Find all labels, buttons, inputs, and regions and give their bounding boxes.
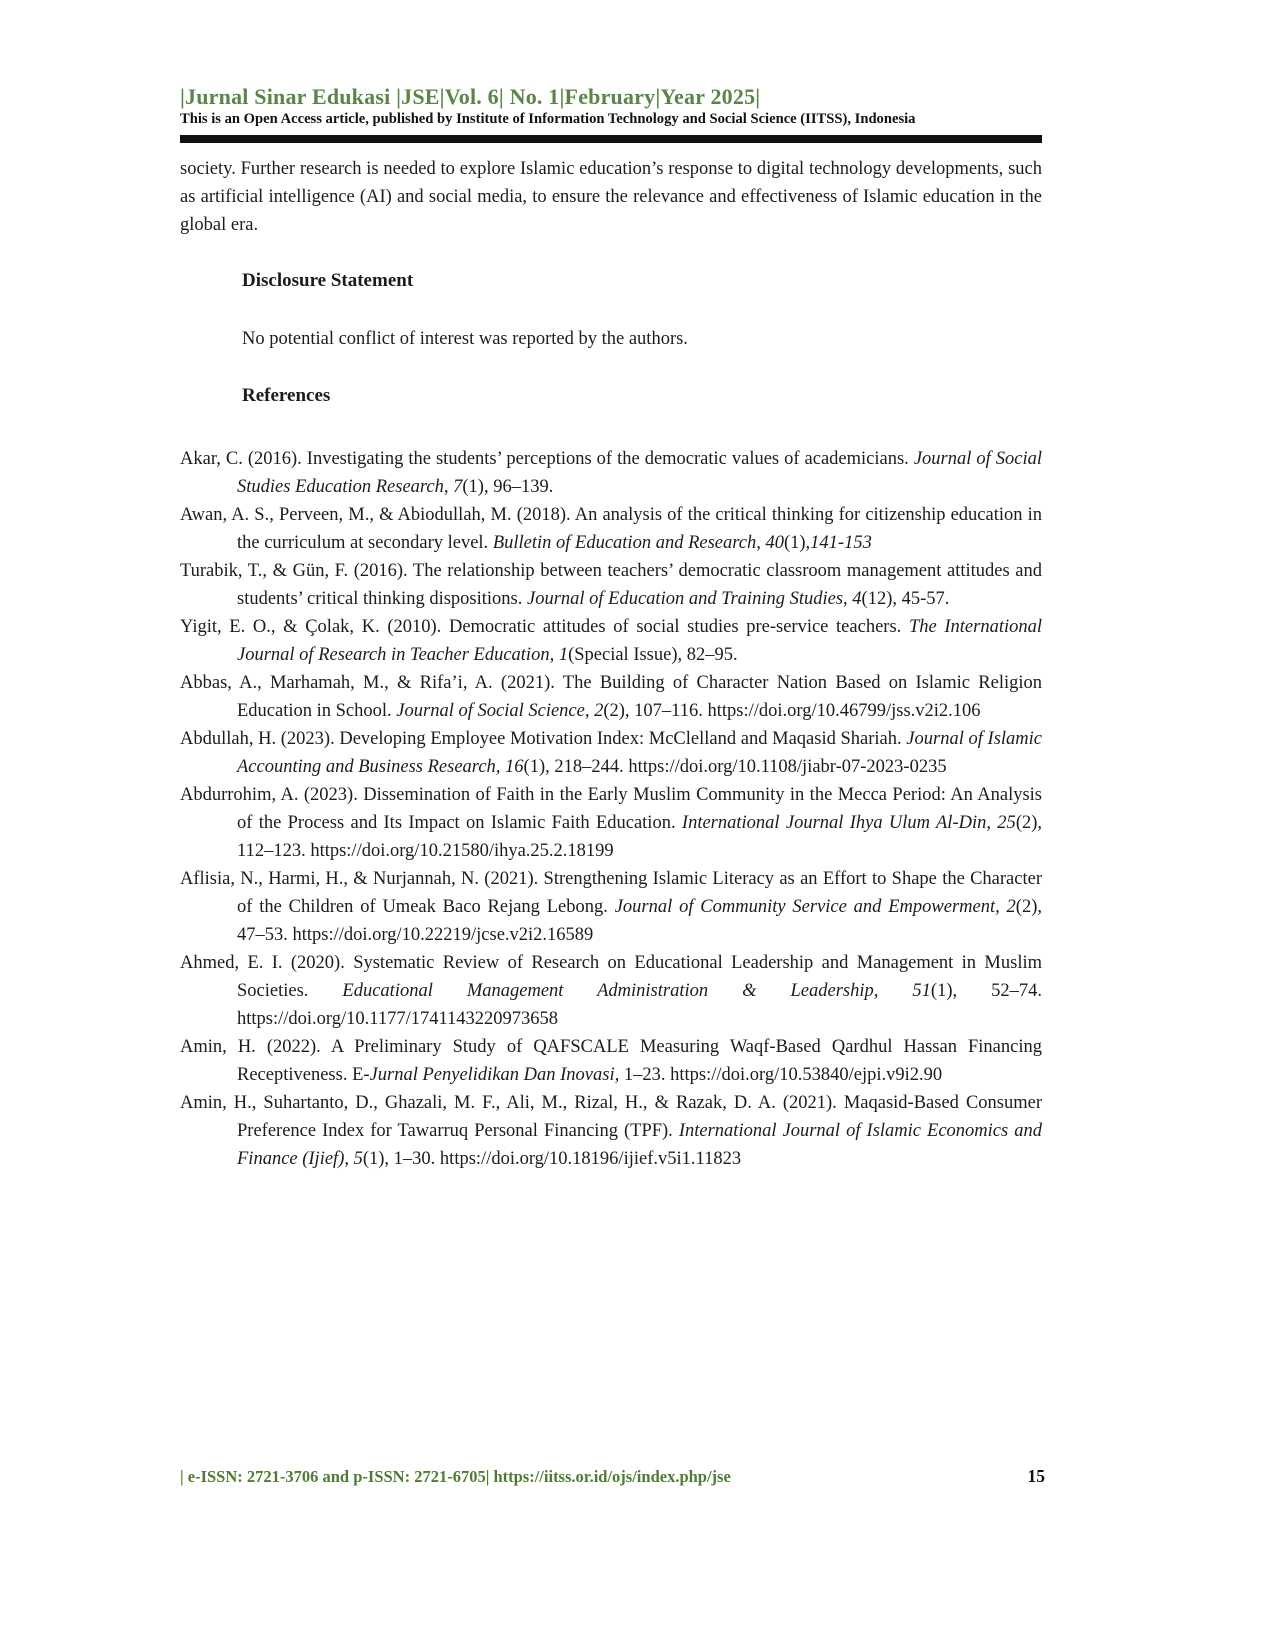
header-rule — [180, 135, 1042, 143]
open-access-note: This is an Open Access article, published by Institute of Information Technology and Social Science (IITSS), Indonesia — [180, 111, 916, 127]
references-heading: References — [242, 385, 331, 406]
page-number: 15 — [1027, 1466, 1045, 1486]
page-header — [180, 84, 1042, 143]
reference-list — [180, 445, 1042, 1173]
reference-entry: Abdullah, H. (2023). Developing Employee Motivation Index: McClelland and Maqasid Shariah. Journal of Islamic Accounting and Business Research, 16(1), 218–244. https://doi.org/10.1108/jiabr-07-2023-0235 — [180, 729, 1043, 777]
reference-entry: Amin, H., Suhartanto, D., Ghazali, M. F., Ali, M., Rizal, H., & Razak, D. A. (2021). Maqasid-Based Consumer Preference Index for Tawarruq Personal Financing (TPF). International Journal of Islamic Economics and Finance (Ijief), 5(1), 1–30. https://doi.org/10.18196/ijief.v5i1.11823 — [180, 1093, 1042, 1169]
disclosure-text: No potential conflict of interest was reported by the authors. — [242, 329, 688, 349]
reference-entry: Akar, C. (2016). Investigating the students’ perceptions of the democratic values of academicians. Journal of Social Studies Education Research, 7(1), 96–139. — [180, 449, 1042, 497]
reference-entry: Awan, A. S., Perveen, M., & Abiodullah, M. (2018). An analysis of the critical thinking for citizenship education in the curriculum at secondary level. Bulletin of Education and Research, 40(1),141-153 — [180, 505, 1042, 553]
article-body — [180, 155, 1042, 1173]
reference-entry: Yigit, E. O., & Çolak, K. (2010). Democratic attitudes of social studies pre-service teachers. The International Journal of Research in Teacher Education, 1(Special Issue), 82–95. — [180, 617, 1042, 665]
reference-entry: Ahmed, E. I. (2020). Systematic Review of Research on Educational Leadership and Management in Muslim Societies. Educational Management Administration & Leadership, 51(1), 52–74. https://doi.org/10.1177/1741143220973658 — [180, 953, 1042, 1029]
reference-entry: Amin, H. (2022). A Preliminary Study of QAFSCALE Measuring Waqf-Based Qardhul Hassan Financing Receptiveness. E-Jurnal Penyelidikan Dan Inovasi, 1–23. https://doi.org/10.53840/ejpi.v9i2.90 — [180, 1037, 1042, 1085]
reference-entry: Aflisia, N., Harmi, H., & Nurjannah, N. (2021). Strengthening Islamic Literacy as an Effort to Shape the Character of the Children of Umeak Baco Rejang Lebong. Journal of Community Service and Empowerment, 2(2), 47–53. https://doi.org/10.22219/jcse.v2i2.16589 — [180, 869, 1042, 945]
reference-entry: Abdurrohim, A. (2023). Dissemination of Faith in the Early Muslim Community in the Mecca Period: An Analysis of the Process and Its Impact on Islamic Faith Education. International Journal Ihya Ulum Al-Din, 25(2), 112–123. https://doi.org/10.21580/ihya.25.2.18199 — [180, 785, 1043, 861]
reference-entry: Abbas, A., Marhamah, M., & Rifa’i, A. (2021). The Building of Character Nation Based on Islamic Religion Education in School. Journal of Social Science, 2(2), 107–116. https://doi.org/10.46799/jss.v2i2.106 — [180, 673, 1042, 721]
reference-entry: Turabik, T., & Gün, F. (2016). The relationship between teachers’ democratic classroom management attitudes and students’ critical thinking dispositions. Journal of Education and Training Studies, 4(12), 45-57. — [180, 561, 1042, 609]
body-paragraph: society. Further research is needed to explore Islamic education’s response to digital technology developments, such as artificial intelligence (AI) and social media, to ensure the relevance and effectiveness of Islamic education in the global era. — [180, 159, 1042, 235]
journal-masthead: |Jurnal Sinar Edukasi |JSE|Vol. 6| No. 1|February|Year 2025| — [180, 84, 761, 109]
page-content — [180, 84, 1042, 1173]
footer-issn-line: | e-ISSN: 2721-3706 and p-ISSN: 2721-6705| https://iitss.or.id/ojs/index.php/jse — [180, 1467, 731, 1486]
disclosure-heading: Disclosure Statement — [242, 270, 414, 291]
page-footer — [180, 1466, 1045, 1487]
